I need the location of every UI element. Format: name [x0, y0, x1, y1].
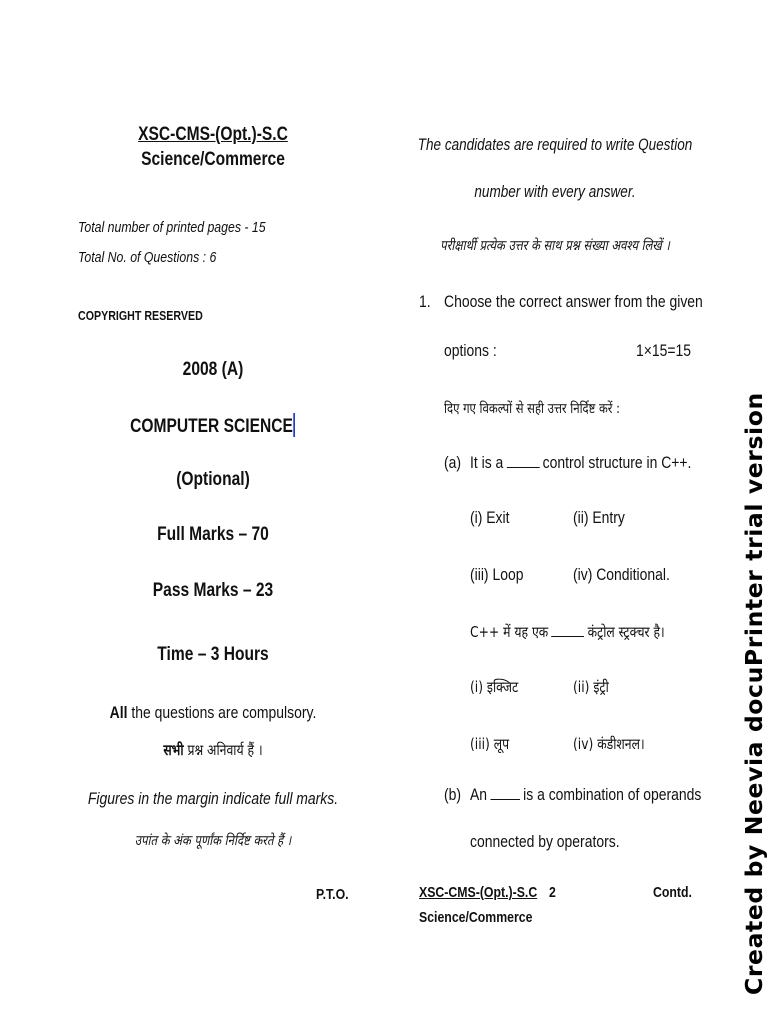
compulsory-note-hindi: सभी प्रश्न अनिवार्य हैं । [163, 741, 263, 759]
full-marks: Full Marks – 70 [157, 524, 269, 545]
compulsory-note: All the questions are compulsory. [109, 703, 317, 722]
q1-hindi: दिए गए विकल्पों से सही उत्तर निर्दिष्ट करें : [444, 401, 621, 417]
qa-label: (a) [444, 453, 462, 472]
qb-text-line-2: connected by operators. [470, 832, 620, 851]
answer-blank-b [490, 786, 520, 800]
qa-option-4: (iv) Conditional. [573, 565, 670, 584]
q1-marks: 1×15=15 [636, 341, 692, 360]
pass-marks: Pass Marks – 23 [152, 580, 274, 601]
printed-pages: Total number of printed pages - 15 [78, 219, 266, 236]
copyright-notice: COPYRIGHT RESERVED [78, 308, 203, 323]
footer-code: XSC-CMS-(Opt.)-S.C [419, 884, 538, 901]
qa-hindi-option-4: (iv) कंडीशनल। [573, 735, 645, 753]
footer-page-number: 2 [549, 884, 556, 901]
total-questions: Total No. of Questions : 6 [78, 249, 217, 266]
qa-option-3: (iii) Loop [470, 565, 524, 584]
figures-note: Figures in the margin indicate full marks. [87, 789, 339, 808]
qa-hindi-option-3: (iii) लूप [470, 735, 510, 753]
figures-note-hindi: उपांत के अंक पूर्णांक निर्दिष्ट करते हैं । [134, 833, 292, 849]
left-header [0, 124, 426, 171]
paper-stream: Science/Commerce [141, 149, 285, 170]
footer-stream: Science/Commerce [419, 909, 533, 926]
qb-label: (b) [444, 785, 462, 804]
qa-option-1: (i) Exit [470, 508, 510, 527]
instruction-line-2: number with every answer. [474, 183, 636, 201]
qa-hindi-option-2: (ii) इंट्री [573, 678, 609, 696]
q1-number: 1. [419, 292, 431, 311]
footer-contd: Contd. [653, 884, 692, 901]
trial-watermark: Created by Neevia docuPrinter trial version [740, 392, 768, 995]
qa-option-2: (ii) Entry [573, 508, 625, 527]
instruction-line-1: The candidates are required to write Question [417, 136, 693, 154]
exam-time: Time – 3 Hours [157, 644, 269, 665]
pto-label: P.T.O. [316, 886, 349, 903]
subject-title: COMPUTER SCIENCE [0, 413, 426, 438]
q1-text-line-2: options : [444, 341, 497, 360]
answer-blank [507, 454, 540, 468]
optional-label: (Optional) [176, 469, 250, 490]
qa-text: It is a control structure in C++. [470, 453, 692, 472]
text-cursor [294, 413, 296, 437]
answer-blank-hindi [551, 623, 584, 637]
qb-text: An is a combination of operands [470, 785, 702, 804]
instruction-hindi: परीक्षार्थी प्रत्येक उत्तर के साथ प्रश्न संख्या अवश्य लिखें । [440, 238, 670, 254]
qa-hindi: C++ में यह एक कंट्रोल स्ट्रक्चर है। [470, 623, 665, 641]
exam-year: 2008 (A) [182, 359, 244, 380]
qa-hindi-option-1: (i) इक्जिट [470, 678, 519, 696]
q1-text-line-1: Choose the correct answer from the given [444, 292, 703, 311]
paper-code: XSC-CMS-(Opt.)-S.C [138, 124, 288, 145]
